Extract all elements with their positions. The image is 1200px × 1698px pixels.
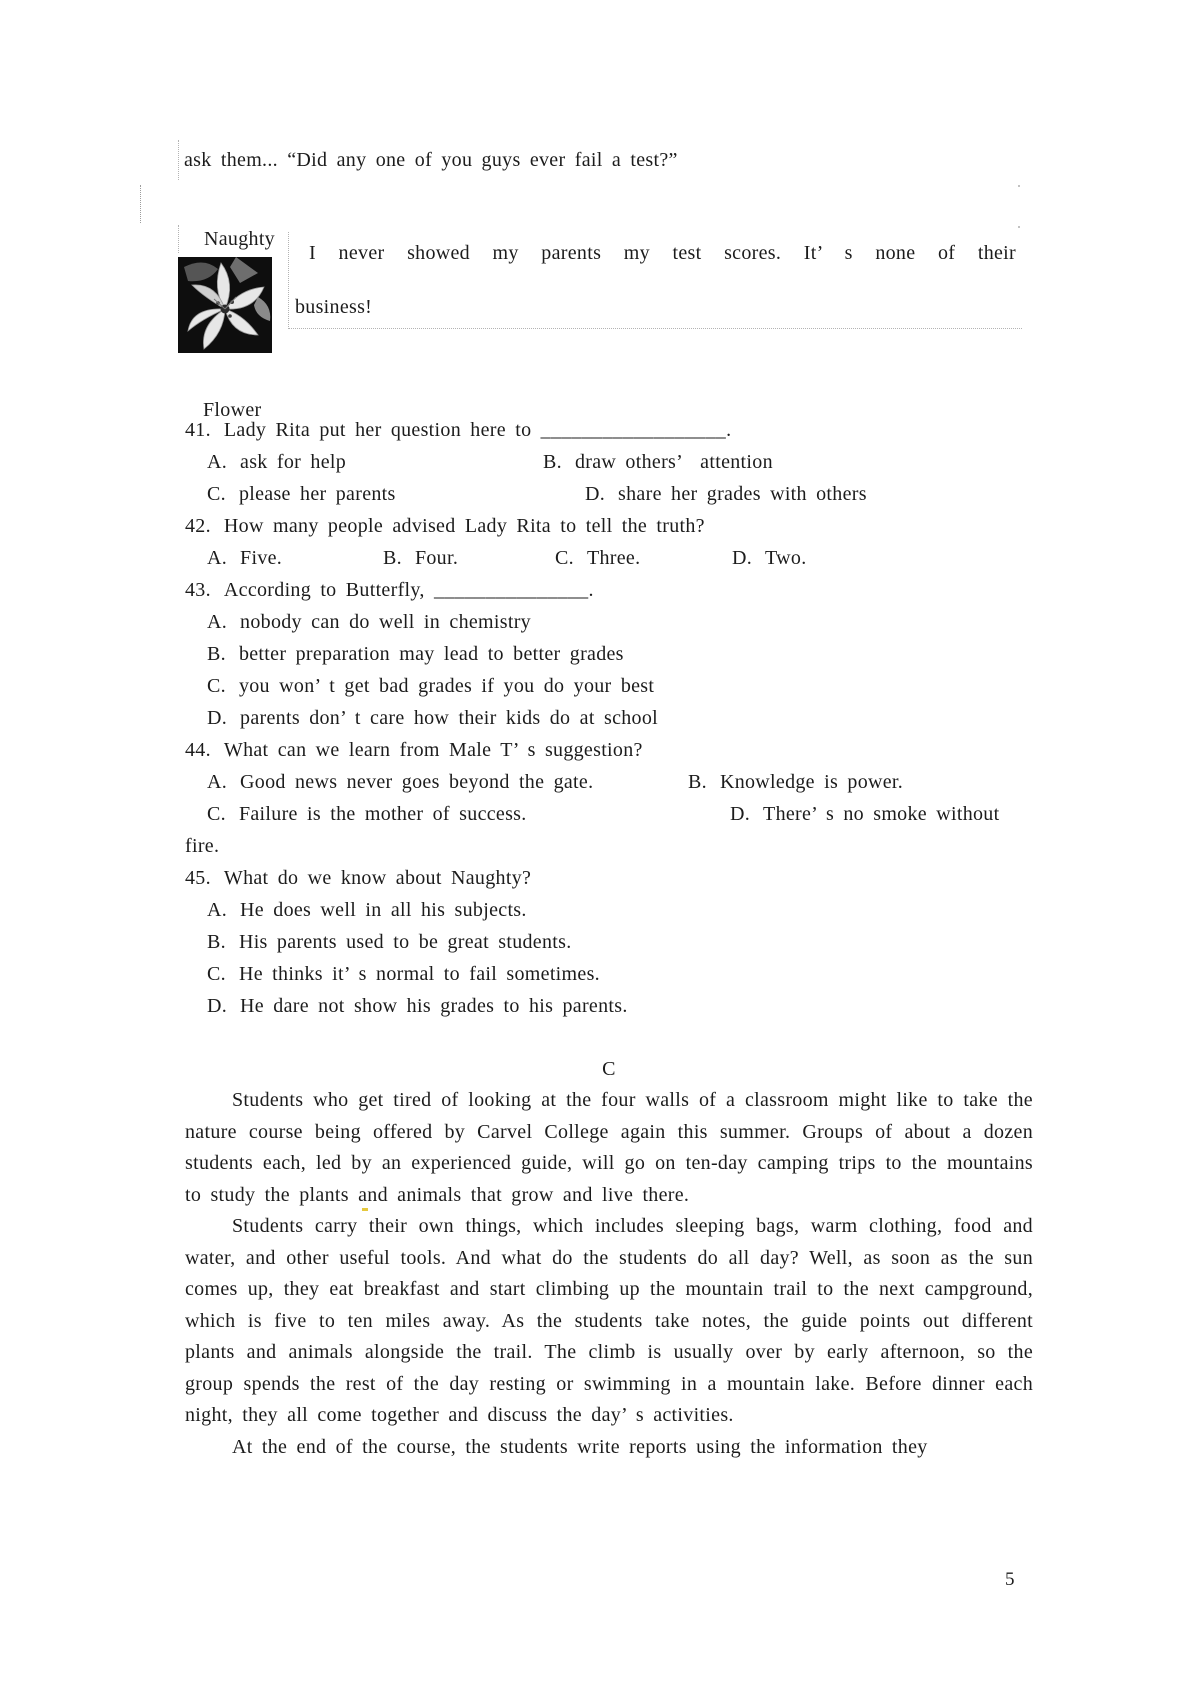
dotted-frame-dot bbox=[1018, 185, 1020, 187]
option-c: C. please her parents bbox=[207, 483, 396, 505]
passage-paragraph-1: Students who get tired of looking at the four walls of a classroom might like to take the nature course being offered by Carvel College again this summer. Groups of about a dozen students each, led by an experienced guide, will go on ten-day camping trips to the mountains to study the plants and animals that grow and live there. bbox=[185, 1089, 1043, 1206]
page-number: 5 bbox=[1005, 1569, 1015, 1590]
question-45-option-d: D. He dare not show his grades to his parents. bbox=[207, 995, 628, 1017]
option-d: D. There’ s no smoke without bbox=[730, 803, 1000, 825]
question-text: What can we learn from Male T’ s suggestion? bbox=[223, 739, 643, 761]
question-43-option-b: B. better preparation may lead to better grades bbox=[207, 643, 624, 665]
question-number: 44. bbox=[185, 739, 211, 761]
question-44 bbox=[185, 734, 1065, 766]
speech-text-line1: I never showed my parents my test scores. It’ s none of their bbox=[309, 242, 1016, 264]
question-43 bbox=[185, 574, 1065, 606]
speech-bubble-naughty bbox=[288, 232, 1022, 329]
question-41 bbox=[185, 414, 1065, 446]
option-c: C. Failure is the mother of success. bbox=[207, 803, 527, 825]
dotted-frame-fragment bbox=[140, 185, 141, 223]
question-45 bbox=[185, 862, 1065, 894]
lily-flower-image bbox=[178, 257, 272, 353]
question-45-option-b: B. His parents used to be great students. bbox=[207, 931, 572, 953]
question-41-options-cd bbox=[185, 478, 1065, 510]
option-d: D. Two. bbox=[732, 547, 807, 569]
option-b: B. Knowledge is power. bbox=[688, 771, 904, 793]
question-43-option-c: C. you won’ t get bad grades if you do your best bbox=[207, 675, 655, 697]
lily-flower-photo bbox=[178, 257, 272, 353]
question-text: Lady Rita put her question here to __________________. bbox=[223, 419, 732, 441]
question-text: What do we know about Naughty? bbox=[223, 867, 532, 889]
option-a: A. Five. bbox=[207, 547, 283, 569]
question-43-option-d: D. parents don’ t care how their kids do at school bbox=[207, 707, 659, 729]
question-text: How many people advised Lady Rita to tell the truth? bbox=[223, 515, 705, 537]
reading-passage-c bbox=[185, 1053, 1043, 1463]
option-d: D. share her grades with others bbox=[585, 483, 867, 505]
question-number: 41. bbox=[185, 419, 211, 441]
question-text: According to Butterfly, _______________. bbox=[223, 579, 594, 601]
question-45-option-a: A. He does well in all his subjects. bbox=[207, 899, 527, 921]
question-44-options-cd bbox=[185, 798, 1065, 830]
question-number: 43. bbox=[185, 579, 211, 601]
passage-paragraph-3: At the end of the course, the students write reports using the information they bbox=[232, 1435, 928, 1458]
speaker-name-naughty: Naughty bbox=[204, 228, 275, 250]
question-41-options-ab bbox=[185, 446, 1065, 478]
option-b: B. Four. bbox=[383, 547, 459, 569]
question-number: 45. bbox=[185, 867, 211, 889]
option-c: C. Three. bbox=[555, 547, 641, 569]
question-43-option-a: A. nobody can do well in chemistry bbox=[207, 611, 531, 633]
speech-text-line2: business! bbox=[295, 296, 373, 318]
speaker-name-flower: Flower bbox=[203, 399, 262, 421]
dotted-frame-dot bbox=[1018, 226, 1020, 228]
scan-artifact-mark bbox=[362, 1208, 368, 1211]
option-a: A. ask for help bbox=[207, 451, 347, 473]
passage-heading: C bbox=[602, 1058, 616, 1080]
question-44-option-d-continuation: fire. bbox=[185, 835, 220, 857]
speaker-row-naughty bbox=[178, 225, 275, 253]
question-44-options-ab bbox=[185, 766, 1065, 798]
question-number: 42. bbox=[185, 515, 211, 537]
passage-paragraph-2: Students carry their own things, which includes sleeping bags, warm clothing, food and water, and other useful tools. And what do the students do all day? Well, as soon as the sun comes up, they eat breakfast and start climbing up the mountain trail to the next campground, which is five to ten miles away. As the students take notes, the guide points out different plants and animals alongside the trail. The climb is usually over by early afternoon, so the group spends the rest of the day resting or swimming in a mountain lake. Before dinner each night, they all come together and discuss the day’ s activities. bbox=[185, 1215, 1043, 1426]
question-list bbox=[185, 414, 1065, 1022]
intro-line: ask them... “Did any one of you guys ever fail a test?” bbox=[178, 140, 678, 180]
question-42-options bbox=[185, 542, 1065, 574]
option-b: B. draw others’ attention bbox=[543, 451, 773, 473]
question-42 bbox=[185, 510, 1065, 542]
question-45-option-c: C. He thinks it’ s normal to fail sometimes. bbox=[207, 963, 600, 985]
option-a: A. Good news never goes beyond the gate. bbox=[207, 771, 594, 793]
